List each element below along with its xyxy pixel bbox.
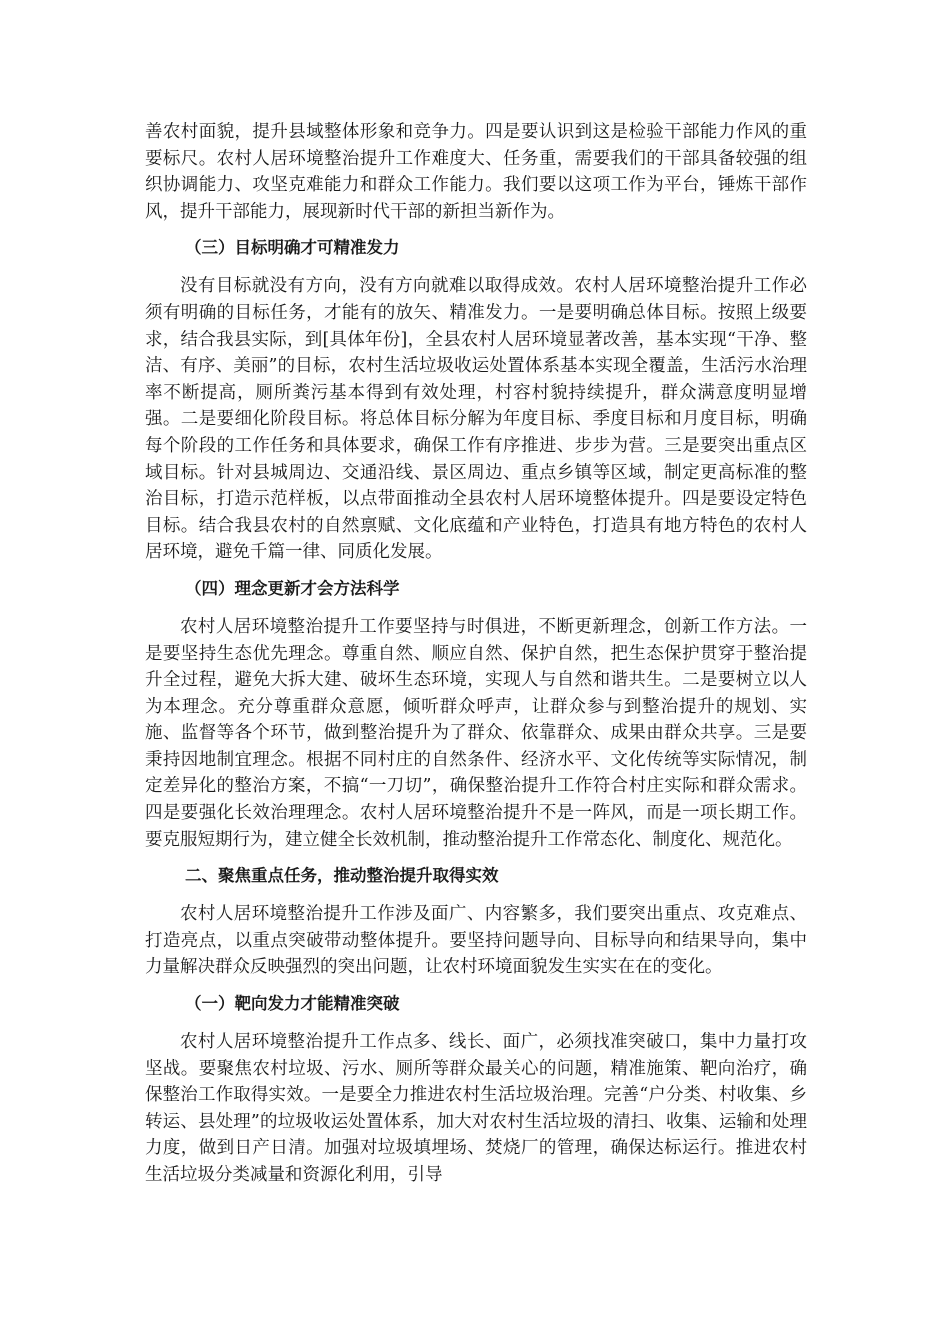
- document-page: [145, 119, 807, 1189]
- paragraph: 没有目标就没有方向，没有方向就难以取得成效。农村人居环境整治提升工作必须有明确的目标任务，才能有的放矢、精准发力。一是要明确总体目标。按照上级要求，结合我县实际，到[具体年份]，全县农村人居环境显著改善，基本实现“干净、整洁、有序、美丽”的目标，农村生活垃圾收运处置体系基本实现全覆盖，生活污水治理率不断提高，厕所粪污基本得到有效处理，村容村貌持续提升，群众满意度明显增强。二是要细化阶段目标。将总体目标分解为年度目标、季度目标和月度目标，明确每个阶段的工作任务和具体要求，确保工作有序推进、步步为营。三是要突出重点区域目标。针对县城周边、交通沿线、景区周边、重点乡镇等区域，制定更高标准的整治目标，打造示范样板，以点带面推动全县农村人居环境整体提升。四是要设定特色目标。结合我县农村的自然禀赋、文化底蕴和产业特色，打造具有地方特色的农村人居环境，避免千篇一律、同质化发展。: [145, 276, 807, 563]
- paragraph: 农村人居环境整治提升工作要坚持与时俱进，不断更新理念，创新工作方法。一是要坚持生态优先理念。尊重自然、顺应自然、保护自然，把生态保护贯穿于整治提升全过程，避免大拆大建、破坏生态环境，实现人与自然和谐共生。二是要树立以人为本理念。充分尊重群众意愿，倾听群众呼声，让群众参与到整治提升的规划、实施、监督等各个环节，做到整治提升为了群众、依靠群众、成果由群众共享。三是要秉持因地制宜理念。根据不同村庄的自然条件、经济水平、文化传统等实际情况，制定差异化的整治方案，不搞“一刀切”，确保整治提升工作符合村庄实际和群众需求。四是要强化长效治理理念。农村人居环境整治提升不是一阵风，而是一项长期工作。要克服短期行为，建立健全长效机制，推动整治提升工作常态化、制度化、规范化。: [145, 616, 807, 850]
- section-heading: （四）理念更新才会方法科学: [185, 578, 400, 598]
- chapter-heading: 二、聚焦重点任务，推动整治提升取得实效: [185, 866, 499, 886]
- paragraph: 善农村面貌，提升县域整体形象和竞争力。四是要认识到这是检验干部能力作风的重要标尺。农村人居环境整治提升工作难度大、任务重，需要我们的干部具备较强的组织协调能力、攻坚克难能力和群众工作能力。我们要以这项工作为平台，锤炼干部作风，提升干部能力，展现新时代干部的新担当新作为。: [145, 122, 807, 222]
- section-heading: （三）目标明确才可精准发力: [185, 238, 400, 258]
- paragraph: 农村人居环境整治提升工作涉及面广、内容繁多，我们要突出重点、攻克难点、打造亮点，以重点突破带动整体提升。要坚持问题导向、目标导向和结果导向，集中力量解决群众反映强烈的突出问题，让农村环境面貌发生实实在在的变化。: [145, 904, 807, 978]
- paragraph: 农村人居环境整治提升工作点多、线长、面广，必须找准突破口，集中力量打攻坚战。要聚焦农村垃圾、污水、厕所等群众最关心的问题，精准施策、靶向治疗，确保整治工作取得实效。一是要全力推进农村生活垃圾治理。完善“户分类、村收集、乡转运、县处理”的垃圾收运处置体系，加大对农村生活垃圾的清扫、收集、运输和处理力度，做到日产日清。加强对垃圾填埋场、焚烧厂的管理，确保达标运行。推进农村生活垃圾分类减量和资源化利用，引导: [145, 1032, 807, 1185]
- section-heading: （一）靶向发力才能精准突破: [185, 994, 400, 1014]
